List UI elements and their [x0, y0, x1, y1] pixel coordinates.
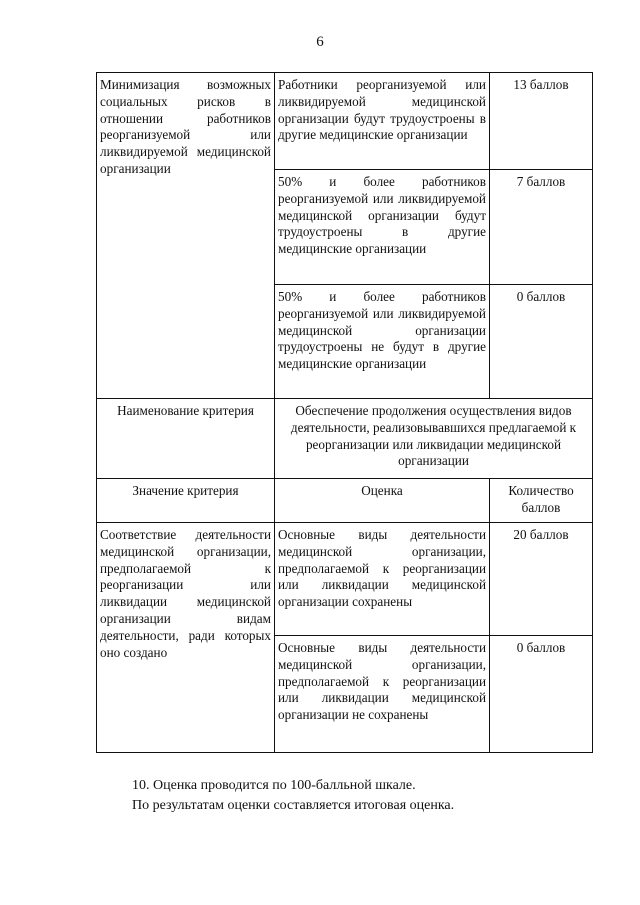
closing-text	[132, 776, 454, 816]
assessment-cell: 50% и более работников реорганизуемой или ликвидируемой медицинской организации трудоустроены не будут в другие медицинские организации	[275, 285, 490, 399]
table-row	[97, 523, 593, 636]
points-cell: 13 баллов	[490, 73, 593, 170]
criterion-cell: Минимизация возможных социальных рисков в отношении работников реорганизуемой или ликвидируемой медицинской организации	[97, 73, 275, 399]
assessment-cell: Основные виды деятельности медицинской организации, предполагаемой к реорганизации или ликвидации медицинской организации сохранены	[275, 523, 490, 636]
header-value: Значение критерия	[97, 479, 275, 523]
table-row	[97, 399, 593, 479]
table-row	[97, 73, 593, 170]
assessment-cell: Основные виды деятельности медицинской организации, предполагаемой к реорганизации или ликвидации медицинской организации не сохранены	[275, 636, 490, 753]
assessment-cell: Работники реорганизуемой или ликвидируемой медицинской организации будут трудоустроены в другие медицинские организации	[275, 73, 490, 170]
points-cell: 0 баллов	[490, 636, 593, 753]
points-cell: 20 баллов	[490, 523, 593, 636]
points-cell: 0 баллов	[490, 285, 593, 399]
item-10-text: 10. Оценка проводится по 100-балльной шкале.	[132, 778, 416, 793]
header-points: Количество баллов	[490, 479, 593, 523]
criterion-cell: Соответствие деятельности медицинской организации, предполагаемой к реорганизации или ликвидации медицинской организации видам деятельности, ради которых оно создано	[97, 523, 275, 753]
criterion-name-value: Обеспечение продолжения осуществления видов деятельности, реализовывавшихся предлагаемой к реорганизации или ликвидации медицинской организации	[275, 399, 593, 479]
points-cell: 7 баллов	[490, 170, 593, 285]
criteria-table	[96, 72, 593, 753]
criterion-name-label: Наименование критерия	[97, 399, 275, 479]
final-assessment-text: По результатам оценки составляется итоговая оценка.	[132, 798, 455, 813]
assessment-cell: 50% и более работников реорганизуемой или ликвидируемой медицинской организации будут трудоустроены в другие медицинские организации	[275, 170, 490, 285]
page-number: 6	[316, 34, 324, 50]
header-assessment: Оценка	[275, 479, 490, 523]
table-header-row	[97, 479, 593, 523]
